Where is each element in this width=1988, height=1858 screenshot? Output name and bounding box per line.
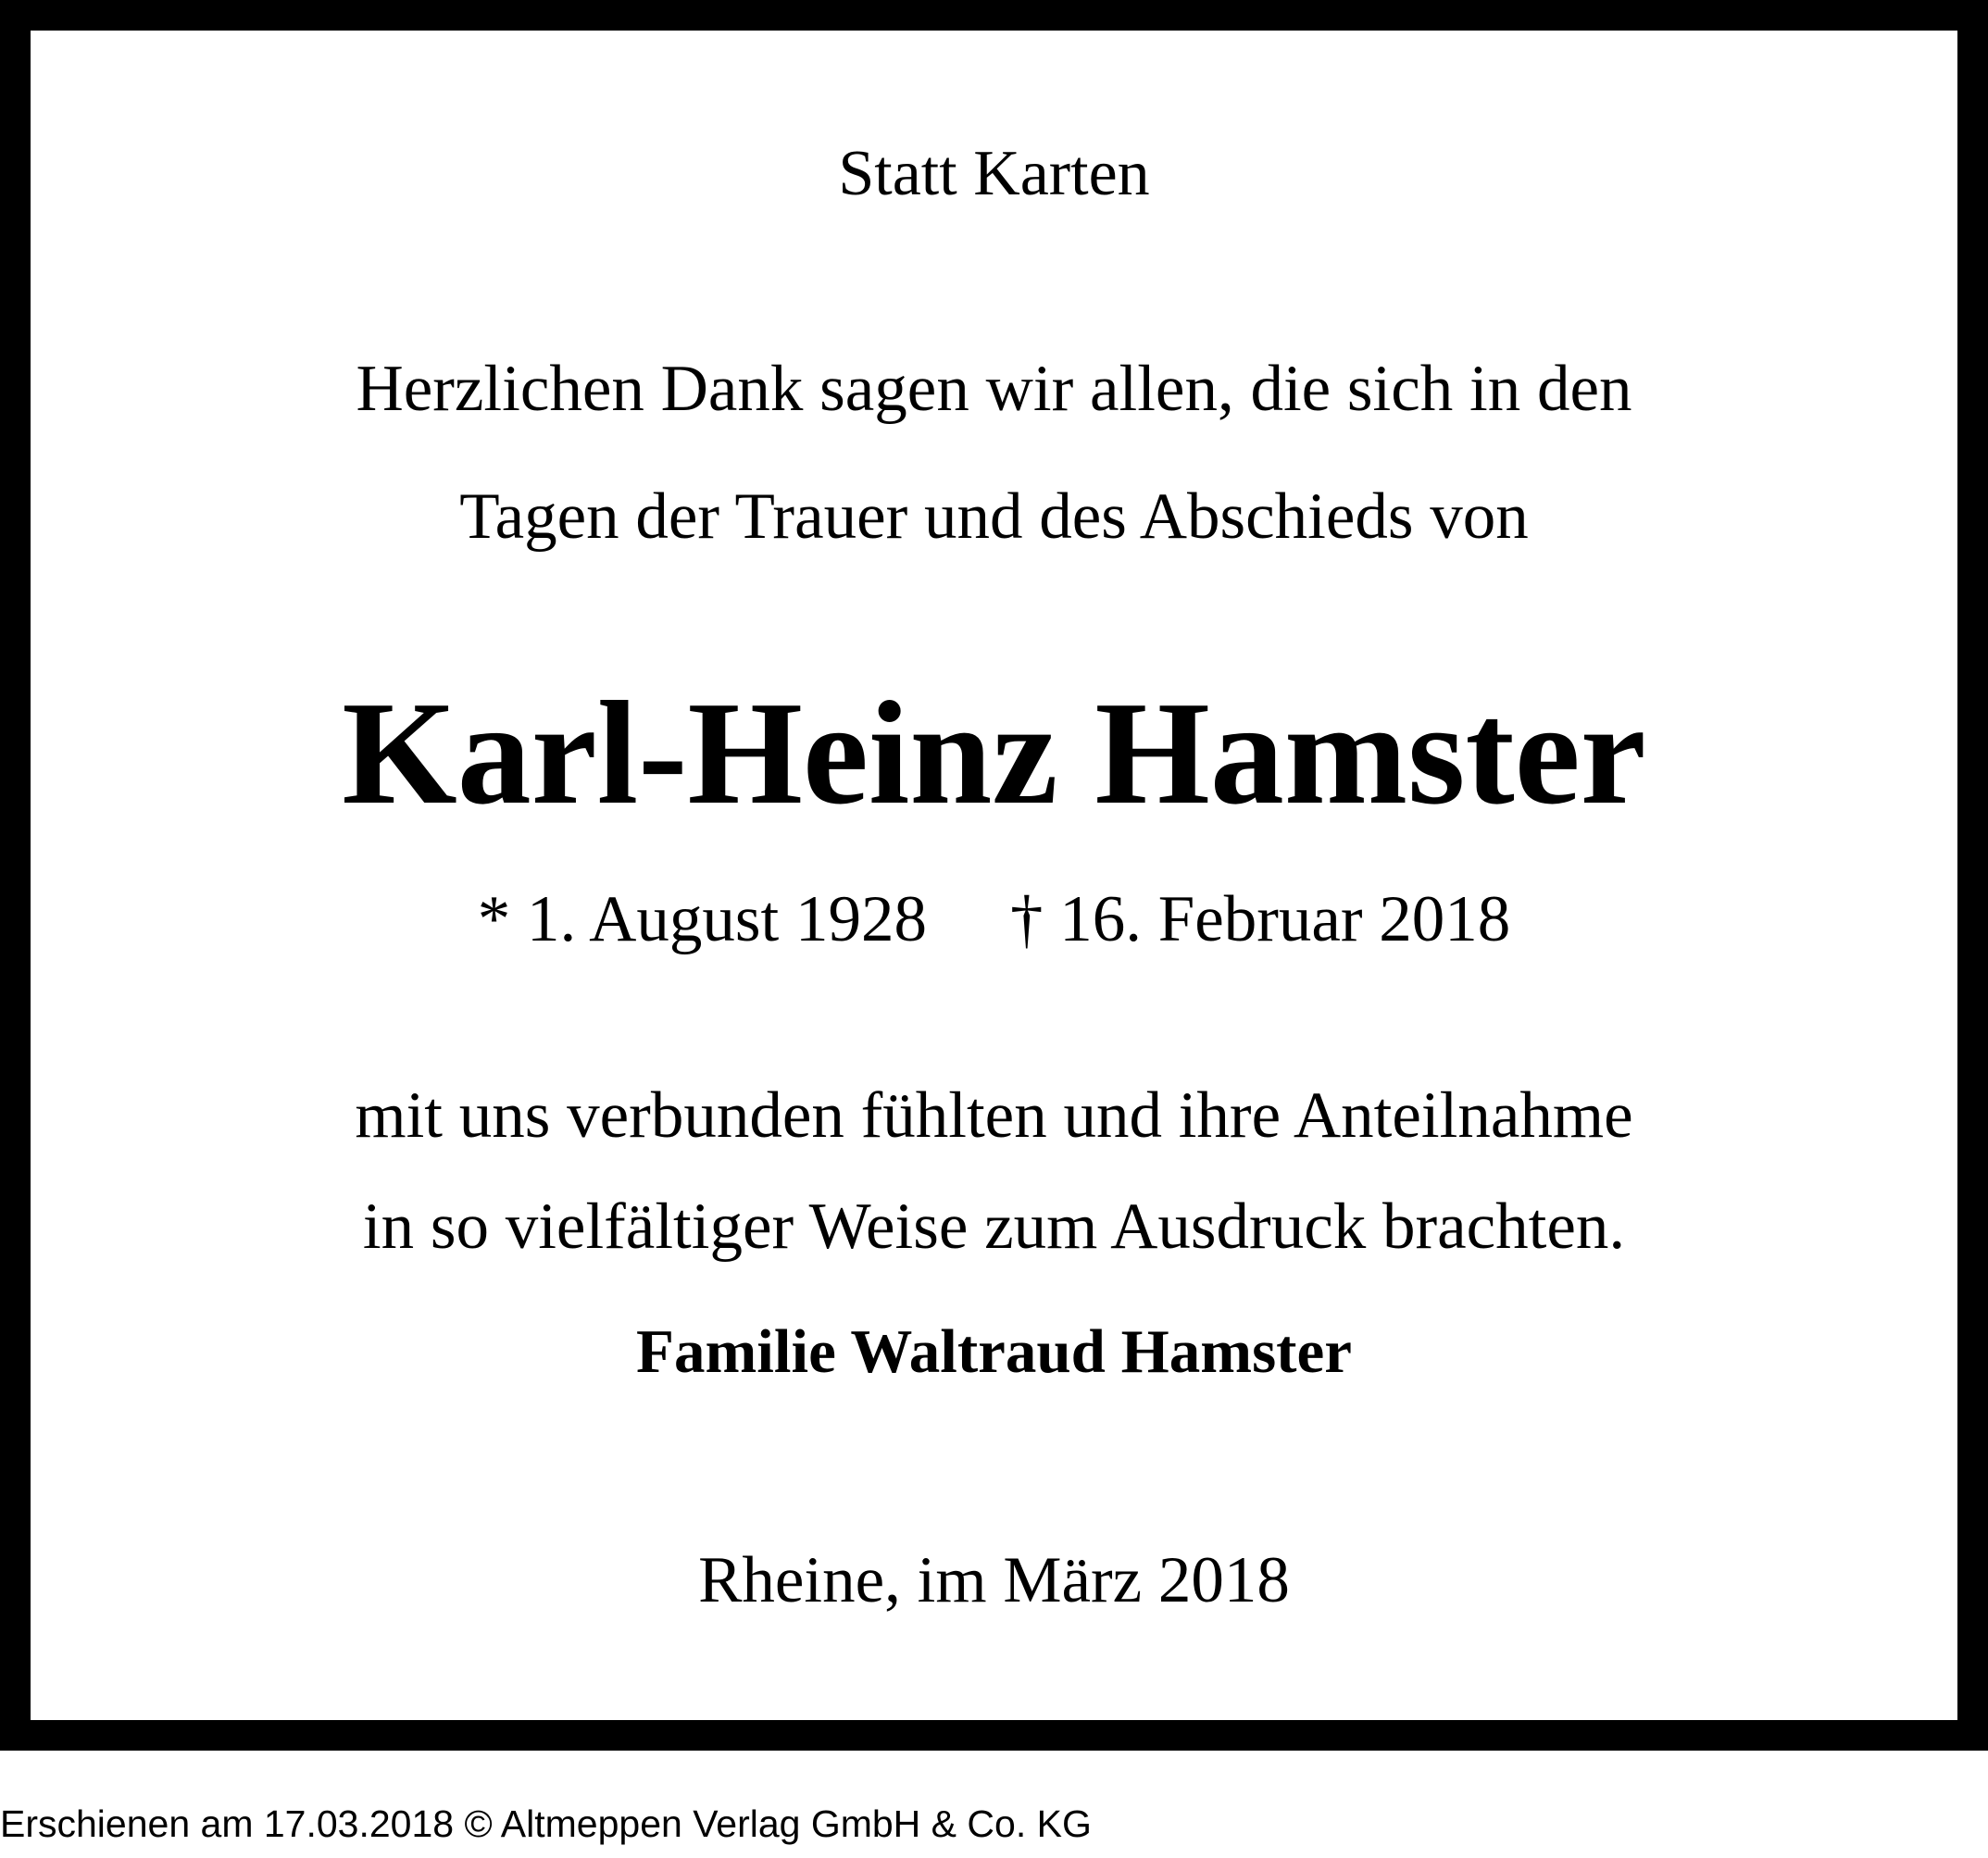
intro-line-2: Tagen der Trauer und des Abschieds von	[459, 480, 1529, 553]
life-dates	[31, 883, 1957, 955]
death-date: † 16. Februar 2018	[1009, 883, 1511, 955]
intro-line-1: Herzlichen Dank sagen wir allen, die sich in den	[356, 353, 1632, 425]
notice-header: Statt Karten	[838, 138, 1150, 209]
outro-line-1: mit uns verbunden fühlten und ihre Anteilnahme	[355, 1079, 1633, 1152]
birth-date: * 1. August 1928	[477, 883, 927, 955]
place-date: Rheine, im März 2018	[698, 1544, 1290, 1616]
family-signature: Familie Waltraud Hamster	[636, 1317, 1352, 1386]
publication-footer: Erschienen am 17.03.2018 © Altmeppen Verlag GmbH & Co. KG	[0, 1802, 1092, 1845]
outro-line-2: in so vielfältiger Weise zum Ausdruck brachten.	[362, 1191, 1626, 1263]
deceased-name: Karl-Heinz Hamster	[342, 670, 1646, 835]
